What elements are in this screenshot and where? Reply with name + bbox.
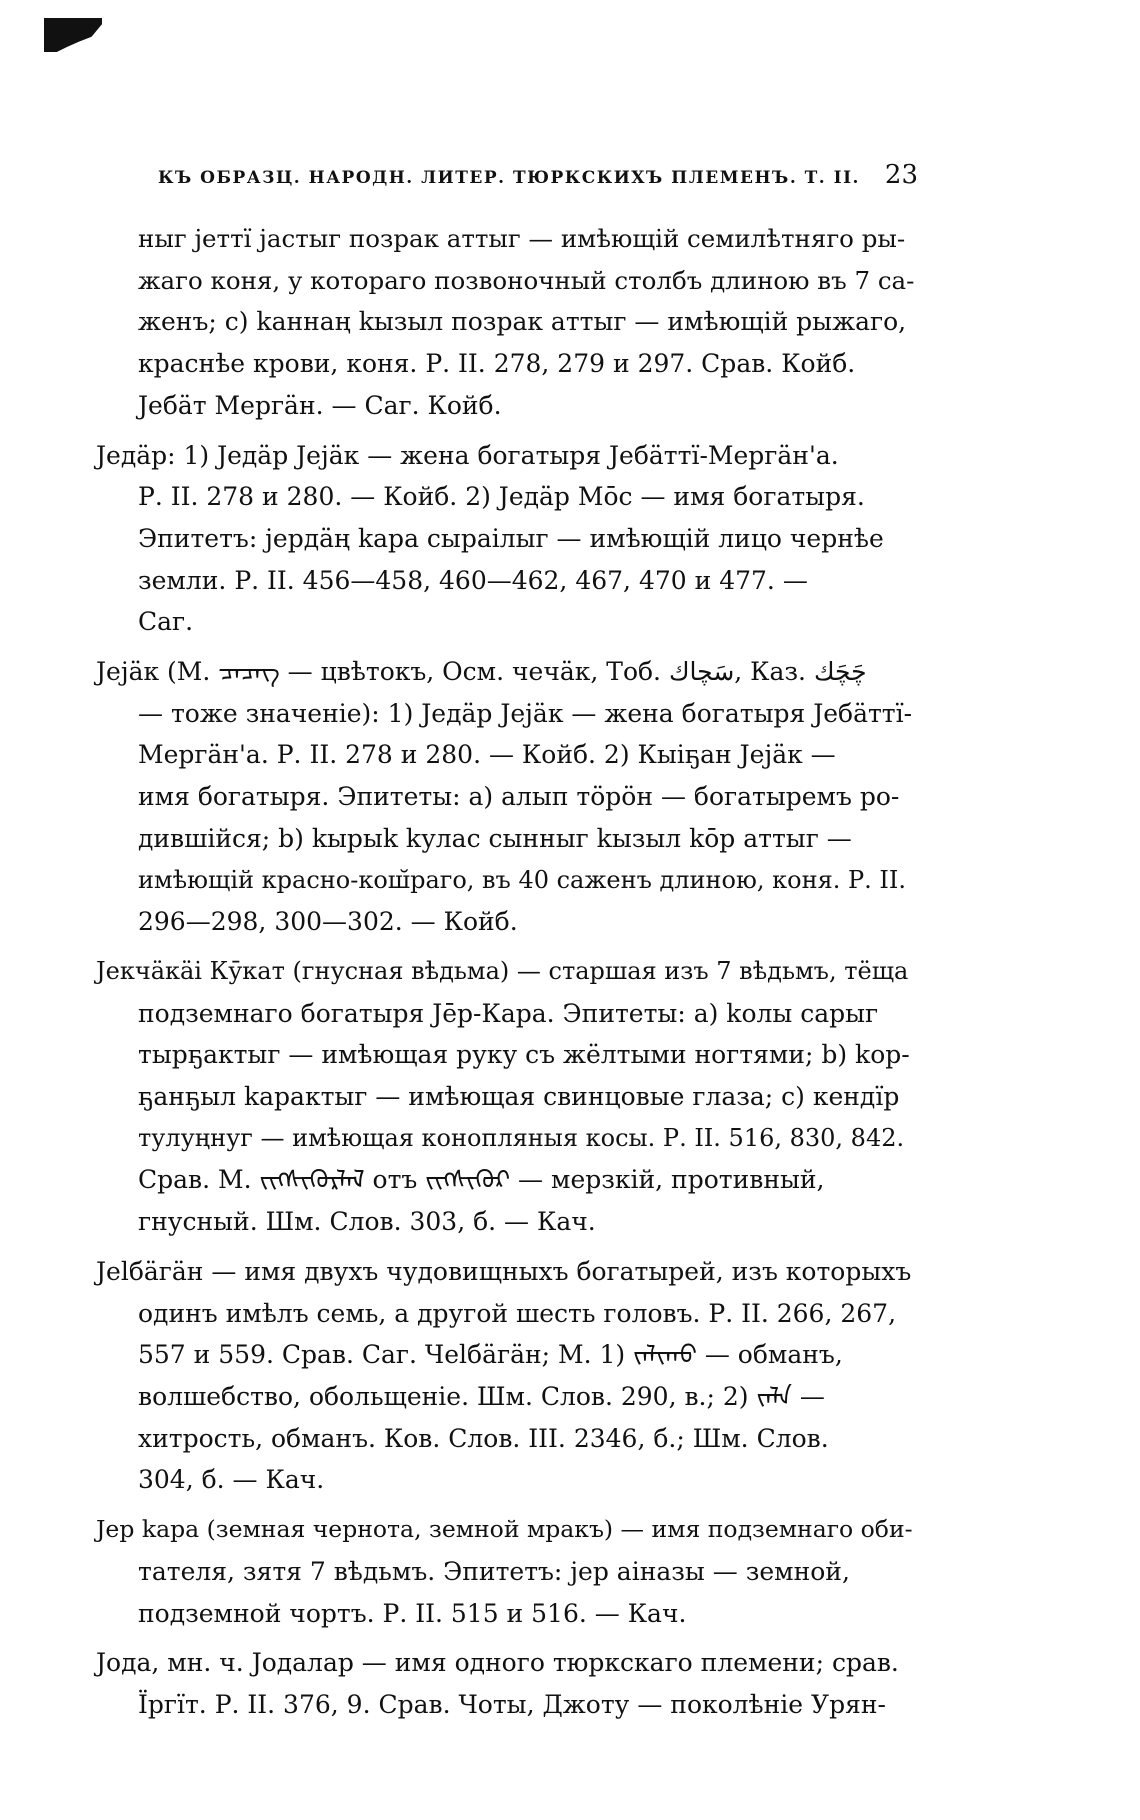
text-line: имѣющій красно-кош̆раго, въ 40 саженъ длиною, коня. Р. II. [138,865,906,894]
text-line: Јејäк (М. ᠴᠡᠴᠡᠭ — цвѣтокъ, Осм. чечäк, Тоб. سَچاك, Каз. چَچَك [96,657,867,687]
text-line: тырҕактыг — имѣющая руку съ жёлтыми ногтями; b) kор- [138,1040,910,1070]
text-line: тулуңнуг — имѣющая конопляныя косы. Р. II. 516, 830, 842. [138,1123,905,1152]
text-line: Эпитетъ: јердäң kара сыраiлыг — имѣющій лицо чернѣе [138,523,884,553]
text-line: одинъ имѣлъ семь, а другой шесть головъ. Р. II. 266, 267, [138,1298,897,1328]
page-number: 23 [884,160,918,190]
text-line: Саг. [138,607,194,637]
text-line: ҕанҕыл kарактыг — имѣющая свинцовые глаза; с) кендïр [138,1082,900,1112]
text-line: жаго коня, у котораго позвоночный столбъ длиною въ 7 са- [138,265,915,295]
entry-jekchakai [96,951,918,1243]
dictionary-body [96,218,918,1734]
page-header [158,160,918,190]
entry-jejak [96,651,918,943]
text-line: гнусный. Шм. Слов. 303, б. — Кач. [138,1207,596,1237]
text-line: Једäр: 1) Једäр Јејäк — жена богатыря Јебäттï-Мергäн'а. [96,440,839,470]
entry-joda [96,1642,918,1725]
running-head: КЪ ОБРАЗЦ. НАРОДН. ЛИТЕР. ТЮРКСКИХЪ ПЛЕМЕНЪ. Т. II. [158,168,860,188]
text-line: 557 и 559. Срав. Саг. Чеlбäгäн; М. 1) ᠵᠠᠯᠢᠬᠤ — обманъ, [138,1340,843,1370]
text-line: хитрость, обманъ. Ков. Слов. III. 2346, б.; Шм. Слов. [138,1423,829,1453]
text-line: — тоже значеніе): 1) Једäр Јејäк — жена богатыря Јебäттï- [138,698,913,728]
text-line: Срав. М. ᠵᠢᠭᠰᠢᠭᠦᠷᠯᠡᠯ отъ ᠵᠢᠭᠰᠢᠭᠦᠷ — мерзкій, противный, [138,1165,825,1195]
text-line: 304, б. — Кач. [138,1465,325,1495]
text-line: Ïргïт. Р. II. 376, 9. Срав. Чоты, Джоту — поколѣніе Урян- [138,1689,886,1719]
text-line: тателя, зятя 7 вѣдьмъ. Эпитетъ: јер аiназы — земной, [138,1556,850,1586]
text-line: подземнаго богатыря Јēр-Кара. Эпитеты: а) kолы сарыг [138,998,879,1028]
text-line: имя богатыря. Эпитеты: а) алып тöрöн — богатыремъ ро- [138,782,900,812]
scan-artifact [44,18,102,52]
text-line: Јода, мн. ч. Јодалар — имя одного тюркскаго племени; срав. [96,1648,899,1678]
text-line: Мергäн'а. Р. II. 278 и 280. — Койб. 2) Кыiҕан Јејäк — [138,740,836,770]
text-line: Јекчäкäi Кӯкат (гнусная вѣдьма) — старшая изъ 7 вѣдьмъ, тёща [96,956,909,985]
text-line: 296—298, 300—302. — Койб. [138,907,518,937]
text-line: Р. II. 278 и 280. — Койб. 2) Једäр Мōс — имя богатыря. [138,482,865,512]
entry-jelbagan [96,1251,918,1501]
text-line: краснѣе крови, коня. Р. II. 278, 279 и 297. Срав. Койб. [138,349,856,379]
text-line: Јебäт Мергäн. — Саг. Койб. [138,390,502,420]
text-line: подземной чортъ. Р. II. 515 и 516. — Кач. [138,1598,687,1628]
text-line: волшебство, обольщеніе. Шм. Слов. 290, в.; 2) ᠵᠠᠯᠠ — [138,1381,825,1411]
entry-continuation [96,218,918,427]
text-line: ныг јеттï јастыг позрак аттыг — имѣющій семилѣтняго ры- [138,224,906,253]
text-line: дившійся; b) kырыk kулас сынныг kызыл kōр аттыг — [138,823,852,853]
text-line: земли. Р. II. 456—458, 460—462, 467, 470 и 477. — [138,565,808,595]
text-line: Јер kара (земная чернота, земной мракъ) — имя подземнаго оби- [96,1515,913,1544]
entry-jer-kara [96,1509,918,1634]
text-line: женъ; с) kаннаң kызыл позрак аттыг — имѣющій рыжаго, [138,307,907,337]
entry-jedar [96,435,918,644]
text-line: Јеlбäгäн — имя двухъ чудовищныхъ богатырей, изъ которыхъ [96,1256,912,1286]
